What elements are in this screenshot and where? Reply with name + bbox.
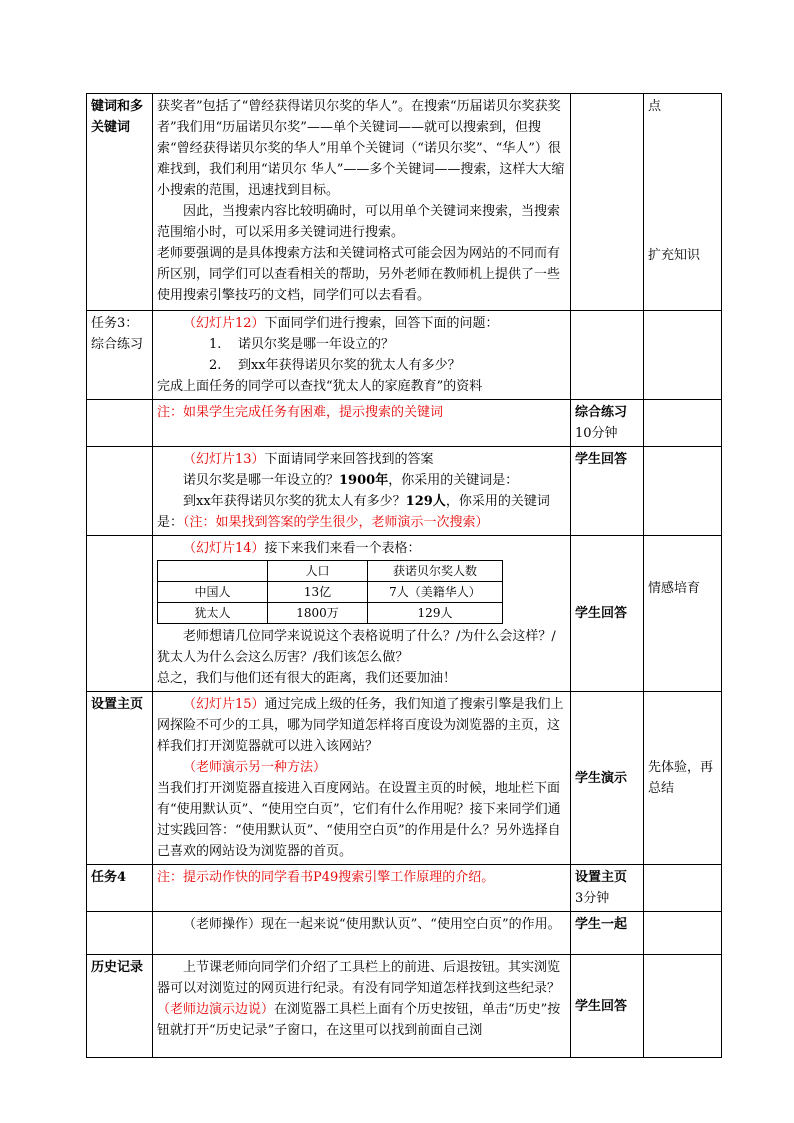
activity-title: 设置主页 (575, 870, 628, 885)
purpose-text: 点 (648, 99, 662, 114)
paragraph: 完成上面任务的同学可以查找“犹太人的家庭教育”的资料 (157, 379, 483, 394)
activity-duration: 10分钟 (575, 426, 618, 441)
list-number: 2. (209, 358, 222, 373)
table-cell: 1800万 (268, 603, 368, 624)
table-cell: 犹太人 (158, 603, 268, 624)
table-row (87, 955, 722, 1058)
activity-cell: 学生一起 (571, 912, 644, 955)
paragraph: 因此，当搜索内容比较明确时，可以用单个关键词来搜索，当搜索范围缩小时，可以采用多关键词进行搜索。 (157, 204, 561, 240)
header-cell: 获诺贝尔奖人数 (368, 561, 503, 582)
text: 下面同学们进行搜索，回答下面的问题： (264, 316, 499, 331)
teacher-note: 注：如果学生完成任务有困难，提示搜索的关键词 (153, 400, 571, 447)
slide-ref: （幻灯片15） (183, 697, 265, 712)
activity-cell: 学生回答 (571, 955, 644, 1058)
question-1: 诺贝尔奖是哪一年设立的？ (237, 337, 394, 352)
paragraph: 当我们打开浏览器直接进入百度网站。在设置主页的时候，地址栏下面有“使用默认页”、“使用空白页”，它们有什么作用呢？接下来同学们通过实践回答：“使用默认页”、“使用空白页”的作用是什么？另外选择自己喜欢的网站设为浏览器的首页。 (157, 781, 561, 859)
list-number: 1. (209, 337, 222, 352)
table-row (87, 912, 722, 955)
content-cell: （幻灯片13）下面请同学来回答找到的答案 诺贝尔奖是哪一年设立的？1900年，你采用的关键词是： 到xx年获得诺贝尔奖的犹太人有多少？129人，你采用的关键词是：（注：如果找到答案的学生很少，老师演示一次搜索） (153, 447, 571, 536)
table-row (87, 692, 722, 865)
table-cell: 7人（美籍华人） (368, 582, 503, 603)
content-cell: （老师操作）现在一起来说“使用默认页”、“使用空白页”的作用。 (153, 912, 571, 955)
section-label: 设置主页 (87, 692, 153, 865)
activity-cell (571, 311, 644, 400)
purpose-cell: 情感培育 (644, 536, 722, 692)
paragraph: 总之，我们与他们还有很大的距离，我们还要加油！ (157, 671, 457, 686)
comparison-table (157, 560, 503, 624)
header-cell: 人口 (268, 561, 368, 582)
content-cell: 上节课老师向同学们介绍了工具栏上的前进、后退按钮。其实浏览器可以对浏览过的网页进行纪录。有没有同学知道怎样找到这些纪录？ （老师边演示边说）在浏览器工具栏上面有个历史按钮，单击“历史”按钮就打开“历史记录”子窗口，在这里可以找到前面自己浏 (153, 955, 571, 1058)
paragraph: 老师要强调的是具体搜索方法和关键词格式可能会因为网站的不同而有所区别，同学们可以查看相关的帮助，另外老师在教师机上提供了一些使用搜索引擎技巧的文档，同学们可以去看看。 (157, 246, 561, 303)
content-cell (153, 311, 571, 400)
section-label: 键词和多关键词 (87, 94, 153, 311)
teacher-note: （老师演示另一种方法） (183, 760, 327, 775)
activity-cell: 学生回答 (571, 536, 644, 692)
teacher-note: （注：如果找到答案的学生很少，老师演示一次搜索） (183, 515, 489, 530)
paragraph: 获奖者”包括了“曾经获得诺贝尔奖的华人”。在搜索“历届诺贝尔奖获奖者”我们用“历届诺贝尔奖”——单个关键词——就可以搜索到，但搜索“曾经获得诺贝尔奖的华人”用单个关键词（“诺贝尔奖”、“华人”）很难找到，我们利用“诺贝尔 华人”——多个关键词——搜索，这样大大缩小搜索的范围，迅速找到目标。 (157, 99, 565, 198)
purpose-cell (644, 311, 722, 400)
slide-ref: （幻灯片14） (183, 541, 265, 556)
content-cell: （幻灯片14）接下来我们来看一个表格： 人口 获诺贝尔奖人数 中国人 13亿 7人（美籍华人） 犹太人 1800万 129人 老师想请几位同学来说说这个表格说明了什么？/为什么会这样？/犹太人为什么会这么厉害？/我们该怎么做？ 总之，我们与他们还有很大的距离，我们还要加油！ (153, 536, 571, 692)
content-cell (153, 94, 571, 311)
answer: 1900年 (339, 473, 389, 488)
section-label: 任务3：综合练习 (87, 311, 153, 400)
activity-cell (571, 400, 644, 447)
table-cell: 中国人 (158, 582, 268, 603)
teacher-note: 注：提示动作快的同学看书P49搜索引擎工作原理的介绍。 (153, 865, 571, 912)
slide-ref: （幻灯片12） (183, 316, 265, 331)
purpose-cell (644, 94, 722, 311)
table-row (87, 400, 722, 447)
activity-cell: 学生回答 (571, 447, 644, 536)
table-row (87, 311, 722, 400)
table-row (87, 447, 722, 536)
table-row (87, 865, 722, 912)
table-cell: 129人 (368, 603, 503, 624)
activity-cell (571, 94, 644, 311)
content-cell: （幻灯片15）通过完成上级的任务，我们知道了搜索引擎是我们上网探险不可少的工具，哪为同学知道怎样将百度设为浏览器的主页，这样我们打开浏览器就可以进入该网站？ （老师演示另一种方法） 当我们打开浏览器直接进入百度网站。在设置主页的时候，地址栏下面有“使用默认页”、“使用空白页”，它们有什么作用呢？接下来同学们通过实践回答：“使用默认页”、“使用空白页”的作用是什么？另外选择自己喜欢的网站设为浏览器的首页。 (153, 692, 571, 865)
paragraph: 上节课老师向同学们介绍了工具栏上的前进、后退按钮。其实浏览器可以对浏览过的网页进行纪录。有没有同学知道怎样找到这些纪录？ (157, 960, 561, 996)
activity-cell: 学生演示 (571, 692, 644, 865)
activity-duration: 3分钟 (575, 891, 610, 906)
purpose-cell: 先体验，再总结 (644, 692, 722, 865)
paragraph: 老师想请几位同学来说说这个表格说明了什么？/为什么会这样？/犹太人为什么会这么厉害？/我们该怎么做？ (157, 629, 556, 665)
purpose-text: 扩充知识 (648, 248, 701, 263)
teacher-note: （老师边演示边说） (157, 1002, 275, 1017)
table-row (87, 94, 722, 311)
lesson-plan-table (86, 93, 722, 1058)
section-label: 历史记录 (87, 955, 153, 1058)
table-cell: 13亿 (268, 582, 368, 603)
activity-title: 综合练习 (575, 405, 628, 420)
slide-ref: （幻灯片13） (183, 452, 265, 467)
section-label: 任务4 (87, 865, 153, 912)
question-2: 到xx年获得诺贝尔奖的犹太人有多少？ (237, 358, 461, 373)
activity-cell (571, 865, 644, 912)
answer: 129人 (405, 494, 446, 509)
table-row (87, 536, 722, 692)
